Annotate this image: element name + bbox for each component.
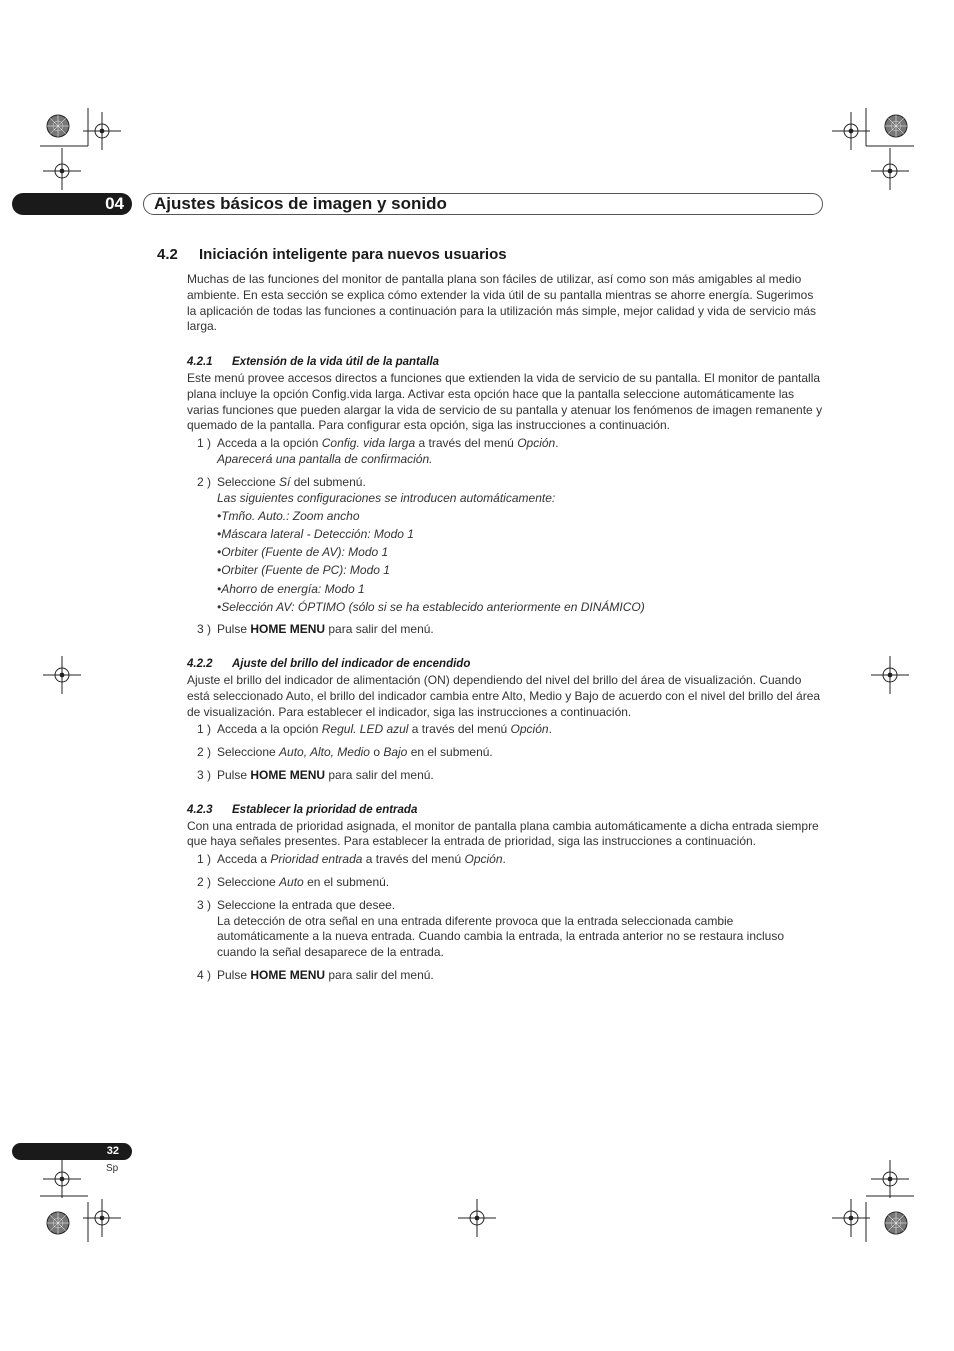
- step-text: Seleccione: [217, 474, 280, 489]
- key-name: HOME MENU: [250, 968, 326, 983]
- step-note: Aparecerá una pantalla de confirmación.: [217, 451, 433, 466]
- step-text: para salir del menú.: [325, 968, 434, 983]
- step-text: Acceda a la opción: [217, 436, 322, 451]
- key-name: HOME MENU: [250, 622, 326, 637]
- step-number: 2 ): [197, 875, 212, 890]
- settings-bullet: •Ahorro de energía: Modo 1: [217, 581, 365, 596]
- step-number: 2 ): [197, 745, 212, 760]
- step-text: Seleccione la entrada que desee.: [217, 897, 396, 912]
- step-text: en el submenú.: [303, 875, 390, 890]
- menu-name: Opción: [517, 436, 556, 451]
- step-text: para salir del menú.: [325, 622, 434, 637]
- step-text: Acceda a: [217, 852, 271, 867]
- step-text: en el submenú.: [407, 745, 493, 760]
- settings-bullet: •Máscara lateral - Detección: Modo 1: [217, 526, 414, 541]
- option-name: Bajo: [383, 745, 408, 760]
- step-note: Las siguientes configuraciones se introducen automáticamente:: [217, 490, 556, 505]
- step-text: Seleccione: [217, 875, 280, 890]
- option-name: Sí: [279, 474, 291, 489]
- subsection-body: Este menú provee accesos directos a funciones que extienden la vida de servicio de su pantalla. El monitor de pantalla plana incluye la opción Config.vida larga. Activar esta opción hace que la pantalla seleccione automáticamente las varias funciones que pueden alargar la vida de servicio de su pantalla y atenuar los fenómenos de imagen remanente y quemado de la pantalla. Para configurar esta opción, siga las instrucciones a continuación.: [187, 370, 823, 433]
- option-name: Config. vida larga: [321, 436, 416, 451]
- step-number: 3 ): [197, 897, 212, 912]
- step-text: Pulse: [217, 968, 251, 983]
- step-note: La detección de otra señal en una entrada diferente provoca que la entrada seleccionada cambie automáticamente a la nueva entrada. Cuando cambia la entrada, la entrada anterior no se restaura incluso cuando la señal desaparece de la entrada.: [217, 913, 785, 960]
- step-item: [187, 745, 823, 761]
- subsection-title: Ajuste del brillo del indicador de encendido: [232, 658, 471, 671]
- step-item: [187, 622, 823, 638]
- menu-name: Opción: [464, 852, 503, 867]
- step-text: .: [555, 436, 559, 451]
- step-text: para salir del menú.: [325, 768, 434, 783]
- main-content: [187, 272, 823, 984]
- step-text: del submenú.: [290, 474, 366, 489]
- step-item: [187, 436, 823, 468]
- chapter-title-bar: [143, 193, 823, 215]
- subsection-title: Establecer la prioridad de entrada: [232, 803, 418, 816]
- option-name: Regul. LED azul: [321, 722, 409, 737]
- step-number: 3 ): [197, 768, 212, 783]
- key-name: HOME MENU: [250, 768, 326, 783]
- step-number: 1 ): [197, 852, 212, 867]
- section-title: Iniciación inteligente para nuevos usuarios: [199, 246, 507, 263]
- subsection-title: Extensión de la vida útil de la pantalla: [232, 356, 440, 369]
- subsection-heading-4-2-2: [187, 657, 823, 673]
- step-number: 4 ): [197, 968, 212, 983]
- step-item: [187, 968, 823, 984]
- step-text: .: [548, 722, 552, 737]
- chapter-number: 04: [105, 194, 124, 213]
- step-item: [187, 898, 823, 961]
- step-text: o: [369, 745, 384, 760]
- option-name: Prioridad entrada: [270, 852, 363, 867]
- chapter-number-tab: [12, 193, 132, 215]
- step-text: Pulse: [217, 768, 251, 783]
- step-item: [187, 475, 823, 616]
- subsection-heading-4-2-1: [187, 355, 823, 371]
- step-text: Acceda a la opción: [217, 722, 322, 737]
- settings-bullet: •Selección AV: ÓPTIMO (sólo si se ha establecido anteriormente en DINÁMICO): [217, 599, 645, 614]
- settings-bullet: •Orbiter (Fuente de PC): Modo 1: [217, 563, 390, 578]
- subsection-heading-4-2-3: [187, 803, 823, 819]
- page-number: 32: [106, 1145, 119, 1157]
- step-number: 1 ): [197, 722, 212, 737]
- step-item: [187, 852, 823, 868]
- step-number: 1 ): [197, 436, 212, 451]
- subsection-number: 4.2.2: [187, 658, 213, 671]
- settings-bullet: •Orbiter (Fuente de AV): Modo 1: [217, 545, 389, 560]
- page-number-tab: [12, 1143, 132, 1160]
- subsection-body: Con una entrada de prioridad asignada, el monitor de pantalla plana cambia automáticamente a dicha entrada siempre que haya señales presentes. Para establecer la entrada de prioridad, siga las instrucciones a continuación.: [187, 818, 819, 849]
- settings-bullet: •Tmño. Auto.: Zoom ancho: [217, 508, 360, 523]
- option-name: Auto: [279, 875, 304, 890]
- step-text: a través del menú: [408, 722, 511, 737]
- option-name: Auto, Alto, Medio: [279, 745, 370, 760]
- step-text: a través del menú: [415, 436, 518, 451]
- step-number: 3 ): [197, 622, 212, 637]
- step-item: [187, 875, 823, 891]
- step-item: [187, 768, 823, 784]
- section-heading: [157, 246, 507, 263]
- step-item: [187, 722, 823, 738]
- menu-name: Opción: [510, 722, 549, 737]
- section-intro: Muchas de las funciones del monitor de pantalla plana son fáciles de utilizar, así como son más amigables al medio ambiente. En esta sección se explica cómo extender la vida útil de su pantalla mientras se ahorre energía. Sugerimos la aplicación de todas las funciones a continuación para la utilización más simple, mejor calidad y vida de servicio más larga.: [187, 272, 816, 334]
- subsection-body: Ajuste el brillo del indicador de alimentación (ON) dependiendo del nivel del brillo del área de visualización. Cuando está seleccionado Auto, el brillo del indicador cambia entre Alto, Medio y Bajo de acuerdo con el nivel del brillo del área de visualización. Para establecer el indicador, siga las instrucciones a continuación.: [187, 673, 821, 719]
- step-number: 2 ): [197, 474, 212, 489]
- subsection-number: 4.2.3: [187, 803, 213, 816]
- section-number: 4.2: [157, 246, 178, 263]
- step-text: a través del menú: [362, 852, 465, 867]
- step-text: Pulse: [217, 622, 251, 637]
- step-text: .: [502, 852, 506, 867]
- step-text: Seleccione: [217, 745, 280, 760]
- chapter-title: Ajustes básicos de imagen y sonido: [154, 194, 447, 213]
- page-language: Sp: [106, 1163, 119, 1174]
- subsection-number: 4.2.1: [187, 356, 213, 369]
